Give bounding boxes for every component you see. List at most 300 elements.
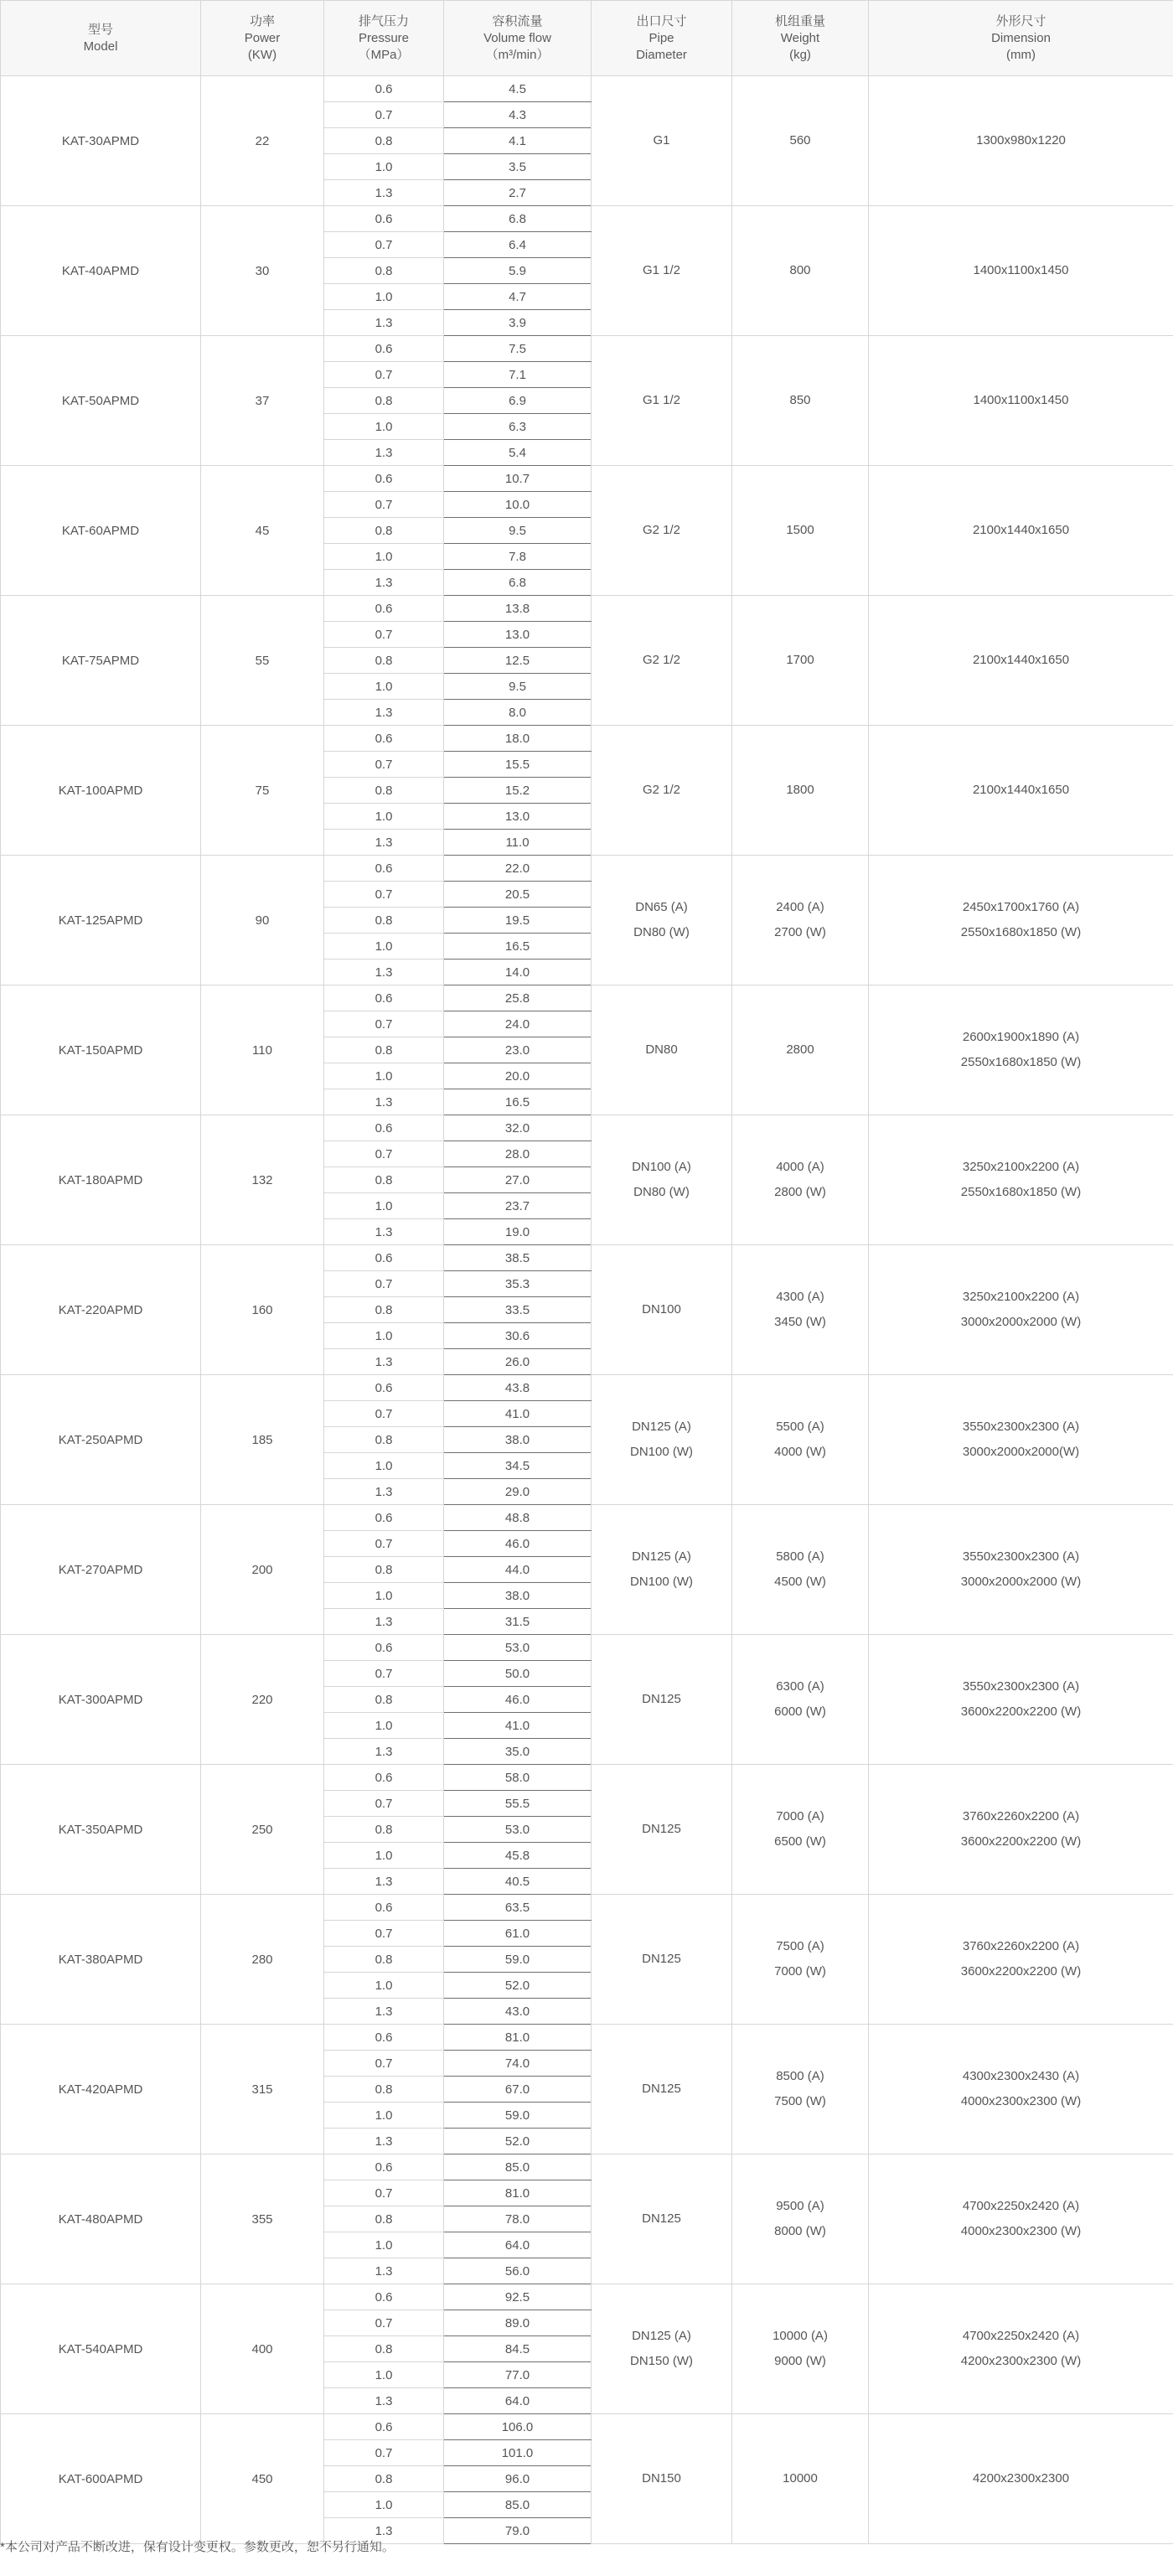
header-line: (KW) xyxy=(247,47,277,62)
volume-flow-cell: 14.0 xyxy=(444,960,592,985)
weight-line: 6500 (W) xyxy=(774,1834,826,1849)
pipe-diameter-line: G2 1/2 xyxy=(642,523,681,537)
volume-flow-cell: 41.0 xyxy=(444,1713,592,1739)
volume-flow-cell: 67.0 xyxy=(444,2077,592,2103)
weight-cell xyxy=(732,985,869,1115)
pressure-cell: 1.3 xyxy=(324,830,444,856)
power-cell: 90 xyxy=(201,856,324,985)
volume-flow-cell: 9.5 xyxy=(444,674,592,700)
pressure-cell: 1.3 xyxy=(324,1999,444,2025)
power-cell: 280 xyxy=(201,1895,324,2025)
pipe-diameter-line: G1 1/2 xyxy=(642,393,681,407)
volume-flow-cell: 52.0 xyxy=(444,1973,592,1999)
volume-flow-cell: 10.0 xyxy=(444,492,592,518)
dimension-cell xyxy=(869,1505,1173,1635)
weight-line: 2400 (A) xyxy=(776,900,824,914)
pipe-diameter-line: DN80 (W) xyxy=(633,1185,690,1199)
volume-flow-cell: 38.0 xyxy=(444,1427,592,1453)
volume-flow-cell: 19.0 xyxy=(444,1219,592,1245)
power-cell: 450 xyxy=(201,2414,324,2544)
volume-flow-cell: 23.7 xyxy=(444,1193,592,1219)
weight-cell xyxy=(732,596,869,726)
pressure-cell: 0.8 xyxy=(324,1817,444,1843)
weight-cell xyxy=(732,76,869,206)
pressure-cell: 0.8 xyxy=(324,518,444,544)
dimension-line: 3600x2200x2200 (W) xyxy=(960,1704,1082,1719)
volume-flow-cell: 45.8 xyxy=(444,1843,592,1869)
volume-flow-cell: 31.5 xyxy=(444,1609,592,1635)
volume-flow-cell: 46.0 xyxy=(444,1531,592,1557)
pressure-cell: 0.8 xyxy=(324,1947,444,1973)
pressure-cell: 0.8 xyxy=(324,1557,444,1583)
pressure-cell: 1.0 xyxy=(324,934,444,960)
dimension-header xyxy=(869,1,1173,76)
weight-header xyxy=(732,1,869,76)
volume-flow-cell: 64.0 xyxy=(444,2388,592,2414)
pressure-cell: 0.6 xyxy=(324,1115,444,1141)
volume-flow-cell: 13.0 xyxy=(444,804,592,830)
volume-flow-cell: 46.0 xyxy=(444,1687,592,1713)
model-cell: KAT-480APMD xyxy=(1,2154,201,2284)
pressure-cell: 0.7 xyxy=(324,362,444,388)
dimension-cell xyxy=(869,1245,1173,1375)
weight-cell xyxy=(732,2025,869,2154)
weight-cell xyxy=(732,2284,869,2414)
weight-cell xyxy=(732,1765,869,1895)
volume-flow-cell: 13.0 xyxy=(444,622,592,648)
volume-flow-cell: 3.9 xyxy=(444,310,592,336)
volume-flow-cell: 15.2 xyxy=(444,778,592,804)
weight-line: 4300 (A) xyxy=(776,1290,824,1304)
pressure-cell: 1.3 xyxy=(324,1219,444,1245)
volume-flow-cell: 85.0 xyxy=(444,2492,592,2518)
pressure-cell: 0.7 xyxy=(324,622,444,648)
volume-flow-cell: 29.0 xyxy=(444,1479,592,1505)
header-line: 外形尺寸 xyxy=(995,13,1046,28)
pressure-cell: 0.6 xyxy=(324,1895,444,1921)
power-cell: 315 xyxy=(201,2025,324,2154)
pipe-diameter-cell xyxy=(592,76,732,206)
volume-flow-cell: 2.7 xyxy=(444,180,592,206)
pressure-cell: 0.8 xyxy=(324,1427,444,1453)
pressure-cell: 1.3 xyxy=(324,2388,444,2414)
table-row xyxy=(1,726,1173,752)
pipe-diameter-line: DN100 (W) xyxy=(629,1445,693,1459)
pressure-cell: 0.8 xyxy=(324,1167,444,1193)
power-cell: 160 xyxy=(201,1245,324,1375)
volume-flow-cell: 4.5 xyxy=(444,76,592,102)
weight-cell xyxy=(732,336,869,466)
dimension-line: 2100x1440x1650 xyxy=(972,783,1070,797)
pressure-cell: 0.6 xyxy=(324,206,444,232)
pressure-cell: 0.6 xyxy=(324,76,444,102)
pipe-diameter-cell xyxy=(592,1765,732,1895)
dimension-cell xyxy=(869,1115,1173,1245)
volume-flow-cell: 6.9 xyxy=(444,388,592,414)
model-cell: KAT-100APMD xyxy=(1,726,201,856)
dimension-line: 2100x1440x1650 xyxy=(972,653,1070,667)
pressure-cell: 0.6 xyxy=(324,726,444,752)
pressure-cell: 0.8 xyxy=(324,2466,444,2492)
pressure-cell: 0.8 xyxy=(324,2206,444,2232)
pressure-cell: 0.8 xyxy=(324,388,444,414)
dimension-line: 1400x1100x1450 xyxy=(973,263,1069,277)
volume-flow-cell: 53.0 xyxy=(444,1635,592,1661)
pressure-header xyxy=(324,1,444,76)
power-header xyxy=(201,1,324,76)
table-row xyxy=(1,2025,1173,2051)
pipe-diameter-cell xyxy=(592,985,732,1115)
pressure-cell: 1.0 xyxy=(324,2232,444,2258)
pipe-diameter-cell xyxy=(592,726,732,856)
volume-flow-cell: 6.4 xyxy=(444,232,592,258)
volume-flow-cell: 43.8 xyxy=(444,1375,592,1401)
volume-flow-cell: 38.0 xyxy=(444,1583,592,1609)
model-cell: KAT-220APMD xyxy=(1,1245,201,1375)
dimension-line: 3550x2300x2300 (A) xyxy=(962,1420,1080,1434)
table-row xyxy=(1,596,1173,622)
pressure-cell: 1.3 xyxy=(324,1089,444,1115)
pressure-cell: 0.7 xyxy=(324,1661,444,1687)
dimension-line: 3600x2200x2200 (W) xyxy=(960,1834,1082,1849)
model-cell: KAT-420APMD xyxy=(1,2025,201,2154)
model-cell: KAT-30APMD xyxy=(1,76,201,206)
dimension-line: 3000x2000x2000 (W) xyxy=(960,1575,1082,1589)
pressure-cell: 0.6 xyxy=(324,2414,444,2440)
pipe-diameter-cell xyxy=(592,1635,732,1765)
volume-flow-cell: 32.0 xyxy=(444,1115,592,1141)
volume-flow-cell: 6.8 xyxy=(444,570,592,596)
dimension-cell xyxy=(869,206,1173,336)
pressure-cell: 0.7 xyxy=(324,2440,444,2466)
model-cell: KAT-350APMD xyxy=(1,1765,201,1895)
volume-flow-cell: 20.5 xyxy=(444,882,592,908)
weight-line: 7500 (A) xyxy=(776,1939,824,1953)
weight-line: 6300 (A) xyxy=(776,1679,824,1694)
pressure-cell: 1.0 xyxy=(324,2492,444,2518)
model-header xyxy=(1,1,201,76)
weight-line: 2800 xyxy=(786,1042,814,1057)
pressure-cell: 0.7 xyxy=(324,2051,444,2077)
pressure-cell: 1.3 xyxy=(324,2518,444,2544)
table-row xyxy=(1,2154,1173,2180)
volume-flow-cell: 12.5 xyxy=(444,648,592,674)
header-row xyxy=(1,1,1173,76)
power-cell: 355 xyxy=(201,2154,324,2284)
volume-flow-cell: 89.0 xyxy=(444,2310,592,2336)
volume-flow-cell: 26.0 xyxy=(444,1349,592,1375)
table-row xyxy=(1,1245,1173,1271)
dimension-cell xyxy=(869,726,1173,856)
model-cell: KAT-75APMD xyxy=(1,596,201,726)
pipe-diameter-line: DN125 xyxy=(642,1822,681,1836)
pipe-diameter-cell xyxy=(592,336,732,466)
weight-line: 10000 (A) xyxy=(773,2329,828,2343)
pressure-cell: 1.0 xyxy=(324,1063,444,1089)
table-row xyxy=(1,1895,1173,1921)
pipe-diameter-line: DN125 xyxy=(642,1692,681,1706)
power-cell: 250 xyxy=(201,1765,324,1895)
header-line: (kg) xyxy=(789,47,811,62)
power-cell: 185 xyxy=(201,1375,324,1505)
pressure-cell: 1.0 xyxy=(324,674,444,700)
volume-flow-cell: 43.0 xyxy=(444,1999,592,2025)
pipe-diameter-line: DN100 xyxy=(642,1302,681,1316)
table-row xyxy=(1,985,1173,1011)
pressure-cell: 0.6 xyxy=(324,2025,444,2051)
pipe-diameter-line: DN80 xyxy=(645,1042,678,1057)
table-row xyxy=(1,336,1173,362)
volume-flow-cell: 96.0 xyxy=(444,2466,592,2492)
pressure-cell: 0.8 xyxy=(324,2077,444,2103)
power-cell: 132 xyxy=(201,1115,324,1245)
table-row xyxy=(1,1375,1173,1401)
model-cell: KAT-50APMD xyxy=(1,336,201,466)
volume-flow-cell: 33.5 xyxy=(444,1297,592,1323)
pressure-cell: 1.3 xyxy=(324,1739,444,1765)
dimension-line: 4700x2250x2420 (A) xyxy=(962,2199,1080,2213)
volume-flow-cell: 52.0 xyxy=(444,2129,592,2154)
pipe-diameter-cell xyxy=(592,2025,732,2154)
volume-flow-cell: 48.8 xyxy=(444,1505,592,1531)
pipe-diameter-line: DN80 (W) xyxy=(633,925,690,939)
pressure-cell: 1.0 xyxy=(324,284,444,310)
table-row xyxy=(1,1765,1173,1791)
dimension-cell xyxy=(869,2414,1173,2544)
volume-flow-cell: 50.0 xyxy=(444,1661,592,1687)
dimension-cell xyxy=(869,1895,1173,2025)
pressure-cell: 1.3 xyxy=(324,1479,444,1505)
header-line: 容积流量 xyxy=(492,13,543,28)
weight-line: 7500 (W) xyxy=(774,2094,826,2108)
dimension-line: 3760x2260x2200 (A) xyxy=(962,1939,1080,1953)
weight-cell xyxy=(732,2154,869,2284)
volume-flow-cell: 55.5 xyxy=(444,1791,592,1817)
pipe-diameter-cell xyxy=(592,1375,732,1505)
weight-cell xyxy=(732,1505,869,1635)
dimension-line: 3600x2200x2200 (W) xyxy=(960,1964,1082,1979)
power-cell: 110 xyxy=(201,985,324,1115)
volume-flow-cell: 79.0 xyxy=(444,2518,592,2544)
pressure-cell: 1.0 xyxy=(324,414,444,440)
dimension-line: 4200x2300x2300 xyxy=(972,2471,1070,2485)
header-line: （MPa） xyxy=(358,47,410,62)
pressure-cell: 1.0 xyxy=(324,1713,444,1739)
dimension-line: 2450x1700x1760 (A) xyxy=(962,900,1080,914)
pipe-diameter-line: DN125 (A) xyxy=(632,2329,691,2343)
pressure-cell: 0.7 xyxy=(324,2180,444,2206)
pressure-cell: 0.7 xyxy=(324,1271,444,1297)
pressure-cell: 1.0 xyxy=(324,1323,444,1349)
volume-flow-cell: 64.0 xyxy=(444,2232,592,2258)
volume-flow-cell: 44.0 xyxy=(444,1557,592,1583)
pressure-cell: 0.8 xyxy=(324,1297,444,1323)
header-line: Volume flow xyxy=(483,30,551,45)
table-row xyxy=(1,856,1173,882)
volume-flow-cell: 38.5 xyxy=(444,1245,592,1271)
pressure-cell: 0.6 xyxy=(324,2154,444,2180)
volume-flow-cell: 6.3 xyxy=(444,414,592,440)
pressure-cell: 1.3 xyxy=(324,1609,444,1635)
dimension-line: 3000x2000x2000(W) xyxy=(962,1445,1080,1459)
weight-line: 1800 xyxy=(786,783,814,797)
model-cell: KAT-150APMD xyxy=(1,985,201,1115)
header-line: （m³/min） xyxy=(485,47,550,62)
power-cell: 220 xyxy=(201,1635,324,1765)
weight-cell xyxy=(732,1245,869,1375)
model-cell: KAT-40APMD xyxy=(1,206,201,336)
pressure-cell: 0.6 xyxy=(324,1375,444,1401)
pipe-diameter-line: DN125 xyxy=(642,1952,681,1966)
dimension-line: 3000x2000x2000 (W) xyxy=(960,1315,1082,1329)
volume-flow-cell: 84.5 xyxy=(444,2336,592,2362)
pipe-diameter-cell xyxy=(592,1245,732,1375)
volume-flow-cell: 9.5 xyxy=(444,518,592,544)
pressure-cell: 0.8 xyxy=(324,908,444,934)
volume-flow-cell: 77.0 xyxy=(444,2362,592,2388)
weight-cell xyxy=(732,1635,869,1765)
power-cell: 200 xyxy=(201,1505,324,1635)
table-row xyxy=(1,2414,1173,2440)
volume-flow-cell: 58.0 xyxy=(444,1765,592,1791)
volume-flow-cell: 4.3 xyxy=(444,102,592,128)
pressure-cell: 0.8 xyxy=(324,128,444,154)
pressure-cell: 0.7 xyxy=(324,882,444,908)
volume-flow-cell: 16.5 xyxy=(444,1089,592,1115)
pressure-cell: 1.3 xyxy=(324,1869,444,1895)
pipe-diameter-line: DN125 (A) xyxy=(632,1420,691,1434)
weight-line: 1500 xyxy=(786,523,814,537)
dimension-line: 3550x2300x2300 (A) xyxy=(962,1549,1080,1564)
table-row xyxy=(1,1505,1173,1531)
pressure-cell: 0.7 xyxy=(324,492,444,518)
pressure-cell: 0.7 xyxy=(324,1401,444,1427)
volume-flow-cell: 8.0 xyxy=(444,700,592,726)
table-row xyxy=(1,76,1173,102)
pressure-cell: 1.0 xyxy=(324,154,444,180)
volume-flow-cell: 11.0 xyxy=(444,830,592,856)
weight-line: 850 xyxy=(789,393,811,407)
pressure-cell: 1.0 xyxy=(324,1193,444,1219)
weight-line: 8500 (A) xyxy=(776,2069,824,2083)
volume-flow-cell: 30.6 xyxy=(444,1323,592,1349)
weight-line: 4000 (A) xyxy=(776,1160,824,1174)
pressure-cell: 1.0 xyxy=(324,1843,444,1869)
pipe-diameter-line: DN125 xyxy=(642,2082,681,2096)
dimension-cell xyxy=(869,466,1173,596)
weight-cell xyxy=(732,206,869,336)
header-line: Power xyxy=(244,30,281,45)
table-row xyxy=(1,466,1173,492)
volume-flow-cell: 7.1 xyxy=(444,362,592,388)
weight-cell xyxy=(732,856,869,985)
model-cell: KAT-300APMD xyxy=(1,1635,201,1765)
power-cell: 45 xyxy=(201,466,324,596)
weight-line: 560 xyxy=(789,133,811,147)
volume-flow-cell: 7.8 xyxy=(444,544,592,570)
pressure-cell: 1.3 xyxy=(324,440,444,466)
dimension-line: 2550x1680x1850 (W) xyxy=(960,925,1082,939)
pressure-cell: 1.3 xyxy=(324,700,444,726)
pressure-cell: 1.3 xyxy=(324,960,444,985)
dimension-cell xyxy=(869,596,1173,726)
pressure-cell: 0.8 xyxy=(324,258,444,284)
pipe-diameter-cell xyxy=(592,596,732,726)
volume-flow-cell: 5.4 xyxy=(444,440,592,466)
dimension-line: 2100x1440x1650 xyxy=(972,523,1070,537)
pressure-cell: 1.0 xyxy=(324,2103,444,2129)
pressure-cell: 0.7 xyxy=(324,752,444,778)
volume-flow-cell: 35.3 xyxy=(444,1271,592,1297)
pipe-diameter-header xyxy=(592,1,732,76)
weight-line: 8000 (W) xyxy=(774,2224,826,2238)
weight-line: 10000 xyxy=(783,2471,818,2485)
power-cell: 75 xyxy=(201,726,324,856)
volume-flow-cell: 4.1 xyxy=(444,128,592,154)
weight-cell xyxy=(732,466,869,596)
pressure-cell: 0.8 xyxy=(324,1037,444,1063)
dimension-cell xyxy=(869,856,1173,985)
dimension-cell xyxy=(869,1635,1173,1765)
pipe-diameter-cell xyxy=(592,1505,732,1635)
volume-flow-cell: 24.0 xyxy=(444,1011,592,1037)
pressure-cell: 0.6 xyxy=(324,336,444,362)
volume-flow-cell: 15.5 xyxy=(444,752,592,778)
volume-flow-cell: 22.0 xyxy=(444,856,592,882)
volume-flow-cell: 25.8 xyxy=(444,985,592,1011)
pressure-cell: 0.7 xyxy=(324,1921,444,1947)
pipe-diameter-cell xyxy=(592,466,732,596)
volume-flow-cell: 41.0 xyxy=(444,1401,592,1427)
pressure-cell: 0.6 xyxy=(324,1505,444,1531)
pressure-cell: 0.8 xyxy=(324,1687,444,1713)
volume-flow-cell: 28.0 xyxy=(444,1141,592,1167)
table-body xyxy=(1,76,1173,2544)
pipe-diameter-line: DN125 xyxy=(642,2211,681,2226)
dimension-line: 2550x1680x1850 (W) xyxy=(960,1055,1082,1069)
pressure-cell: 0.7 xyxy=(324,102,444,128)
pressure-cell: 0.7 xyxy=(324,1791,444,1817)
header-line: Model xyxy=(83,39,118,54)
pressure-cell: 0.7 xyxy=(324,232,444,258)
weight-line: 3450 (W) xyxy=(774,1315,826,1329)
header-line: Weight xyxy=(780,30,820,45)
pressure-cell: 0.8 xyxy=(324,778,444,804)
pipe-diameter-cell xyxy=(592,1115,732,1245)
pipe-diameter-cell xyxy=(592,2284,732,2414)
volume-flow-cell: 59.0 xyxy=(444,1947,592,1973)
volume-flow-cell: 7.5 xyxy=(444,336,592,362)
pressure-cell: 1.3 xyxy=(324,2129,444,2154)
weight-line: 2800 (W) xyxy=(774,1185,826,1199)
weight-cell xyxy=(732,1115,869,1245)
pipe-diameter-cell xyxy=(592,206,732,336)
volume-flow-cell: 78.0 xyxy=(444,2206,592,2232)
volume-flow-cell: 74.0 xyxy=(444,2051,592,2077)
header-line: 型号 xyxy=(87,22,113,37)
dimension-cell xyxy=(869,985,1173,1115)
footnote: *本公司对产品不断改进，保有设计变更权。参数更改，恕不另行通知。 xyxy=(0,2540,395,2554)
volume-flow-cell: 34.5 xyxy=(444,1453,592,1479)
volume-flow-cell: 92.5 xyxy=(444,2284,592,2310)
pressure-cell: 1.0 xyxy=(324,544,444,570)
header-line: Dimension xyxy=(991,30,1051,45)
pressure-cell: 1.3 xyxy=(324,180,444,206)
model-cell: KAT-60APMD xyxy=(1,466,201,596)
volume-flow-cell: 6.8 xyxy=(444,206,592,232)
volume-flow-cell: 40.5 xyxy=(444,1869,592,1895)
dimension-cell xyxy=(869,1375,1173,1505)
